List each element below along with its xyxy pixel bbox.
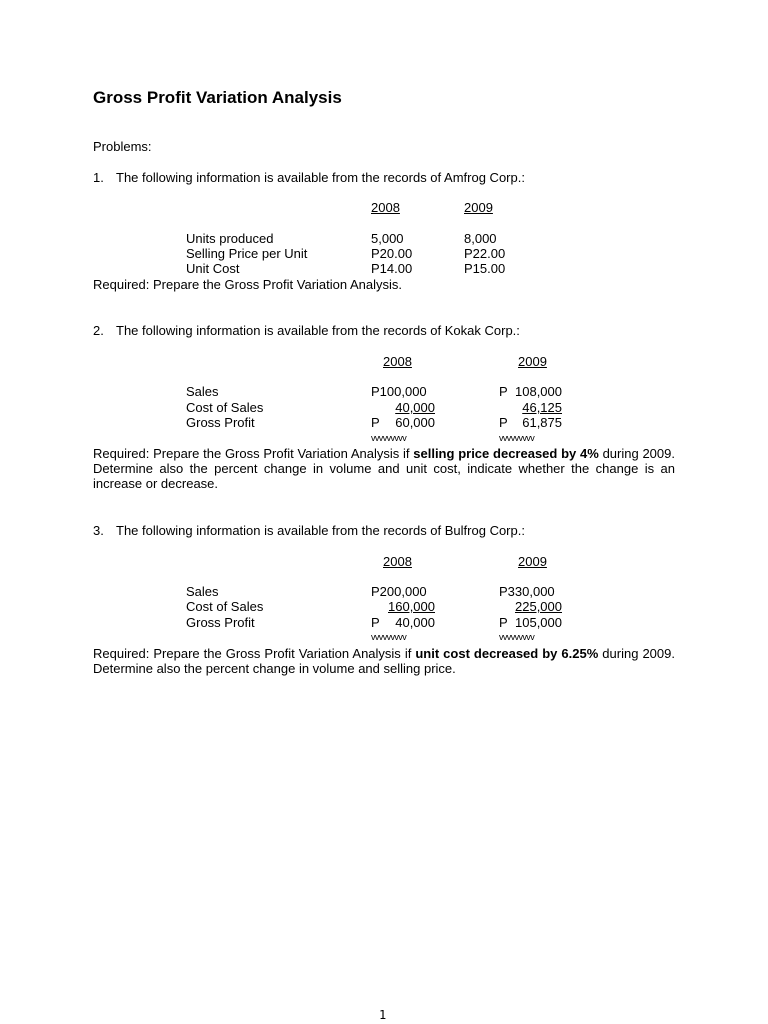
p1-year-2008: 2008 xyxy=(371,200,400,215)
p3-gp-label: Gross Profit xyxy=(186,615,255,630)
p3-tick-marks-2008: vvvvvvvvv xyxy=(371,632,407,642)
p2-tick-marks-2008: vvvvvvvvv xyxy=(371,433,407,443)
p3-sales-label: Sales xyxy=(186,584,219,599)
problem-3-intro: The following information is available from the records of Bulfrog Corp.: xyxy=(116,523,525,538)
p1-year-2009: 2009 xyxy=(464,200,493,215)
p1-row-value-2008: 5,000 xyxy=(371,231,404,246)
p1-row-value-2008: P20.00 xyxy=(371,246,413,261)
p3-gp-2008: 40,000 xyxy=(395,615,435,630)
p1-row-value-2009: 8,000 xyxy=(464,231,497,246)
problem-2-intro: The following information is available from the records of Kokak Corp.: xyxy=(116,323,520,338)
problem-2-number: 2. xyxy=(93,323,104,338)
p1-row-label: Unit Cost xyxy=(186,261,240,276)
p2-tick-marks-2009: vvvvvvvvv xyxy=(499,433,535,443)
p2-sales-label: Sales xyxy=(186,384,219,399)
p2-required xyxy=(93,446,675,491)
p1-required: Required: Prepare the Gross Profit Variation Analysis. xyxy=(93,277,403,292)
p2-gp-label: Gross Profit xyxy=(186,415,255,430)
p3-required xyxy=(93,646,675,676)
p2-year-2009: 2009 xyxy=(518,354,547,369)
problem-1-number: 1. xyxy=(93,170,104,185)
p3-cos-2008: 160,000 xyxy=(388,599,435,614)
p3-year-2009: 2009 xyxy=(518,554,547,569)
p3-gp-2009: 105,000 xyxy=(515,615,562,630)
p2-sales-2009-currency: P xyxy=(499,384,508,399)
problem-3-number: 3. xyxy=(93,523,104,538)
p2-required-text-end: during 2009. Determine also the percent change in volume and unit cost, indicate whether the change is an increase or decrease. xyxy=(93,446,675,491)
p2-cos-2009: 46,125 xyxy=(522,400,562,415)
p2-gp-2009: 61,875 xyxy=(522,415,562,430)
p3-required-bold: unit cost decreased by 6.25% xyxy=(415,646,599,661)
problem-1-intro: The following information is available from the records of Amfrog Corp.: xyxy=(116,170,525,185)
p3-required-text-end: during 2009. Determine also the percent change in volume and selling price. xyxy=(93,646,675,676)
page-number: 1 xyxy=(379,1008,387,1022)
p2-gp-2009-currency: P xyxy=(499,415,508,430)
p2-gp-2008-currency: P xyxy=(371,415,380,430)
p1-row-value-2009: P15.00 xyxy=(464,261,506,276)
p3-cos-label: Cost of Sales xyxy=(186,599,264,614)
p2-sales-2008: P100,000 xyxy=(371,384,427,399)
problems-heading: Problems: xyxy=(93,139,152,154)
p3-year-2008: 2008 xyxy=(383,554,412,569)
p2-required-text: Required: Prepare the Gross Profit Variation Analysis if xyxy=(93,446,414,461)
p2-year-2008: 2008 xyxy=(383,354,412,369)
p2-required-bold: selling price decreased by 4% xyxy=(413,446,599,461)
p3-gp-2008-currency: P xyxy=(371,615,380,630)
p2-cos-2008: 40,000 xyxy=(395,400,435,415)
p3-gp-2009-currency: P xyxy=(499,615,508,630)
p3-cos-2009: 225,000 xyxy=(515,599,562,614)
p1-row-value-2009: P22.00 xyxy=(464,246,506,261)
p1-row-value-2008: P14.00 xyxy=(371,261,413,276)
p2-cos-label: Cost of Sales xyxy=(186,400,264,415)
p2-sales-2009: 108,000 xyxy=(515,384,562,399)
p1-row-label: Selling Price per Unit xyxy=(186,246,308,261)
p3-sales-2008: P200,000 xyxy=(371,584,427,599)
p3-tick-marks-2009: vvvvvvvvv xyxy=(499,632,535,642)
p3-required-text: Required: Prepare the Gross Profit Variation Analysis if xyxy=(93,646,416,661)
p2-gp-2008: 60,000 xyxy=(395,415,435,430)
page-title: Gross Profit Variation Analysis xyxy=(93,88,342,107)
p1-row-label: Units produced xyxy=(186,231,274,246)
p3-sales-2009: P330,000 xyxy=(499,584,555,599)
